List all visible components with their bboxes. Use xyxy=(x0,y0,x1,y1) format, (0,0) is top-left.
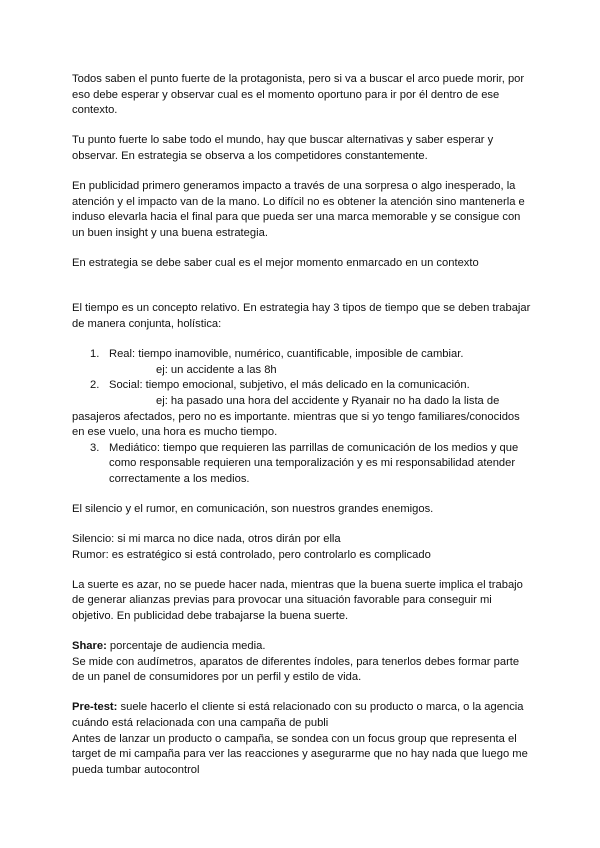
paragraph-silence-rumor-defs xyxy=(72,532,534,563)
paragraph-strong-point: Tu punto fuerte lo sabe todo el mundo, hay que buscar alternativas y saber esperar y observar. En estrategia se observa a los competidores constantemente. xyxy=(72,134,494,162)
list-item-example: ej: un accidente a las 8h xyxy=(156,363,277,376)
list-item-mediatic xyxy=(72,441,534,488)
list-item-example-continuation: pasajeros afectados, pero no es importante. mientras que si yo tengo familiares/conocidos en ese vuelo, una hora es mucho tiempo. xyxy=(72,410,520,439)
paragraph-advertising-impact: En publicidad primero generamos impacto a través de una sorpresa o algo inesperado, la atención y el impacto van de la mano. Lo difícil no es obtener la atención sino mantenerla e induso elevarla hacia el final para que pueda ser una marca memorable y se consigue con un buen insight y una buena estrategia. xyxy=(72,179,525,239)
paragraph-time-concept: El tiempo es un concepto relativo. En estrategia hay 3 tipos de tiempo que se deben trabajar de manera conjunta, holística: xyxy=(72,302,531,331)
list-item-example: ej: ha pasado una hora del accidente y Ryanair no ha dado la lista de xyxy=(156,394,500,407)
spacer xyxy=(72,271,534,301)
paragraph-best-moment: En estrategia se debe saber cual es el mejor momento enmarcado en un contexto xyxy=(72,256,479,269)
pretest-definition: suele hacerlo el cliente si está relacionado con su producto o marca, o la agencia cuándo está relacionada con una campaña de publi xyxy=(72,701,524,729)
paragraph-pretest xyxy=(72,700,534,778)
rumor-definition: Rumor: es estratégico si está controlado, pero controlarlo es complicado xyxy=(72,548,431,561)
list-item-social xyxy=(72,378,534,440)
list-item-text: Social: tiempo emocional, subjetivo, el más delicado en la comunicación. xyxy=(109,379,470,392)
share-definition: porcentaje de audiencia media. xyxy=(106,640,266,653)
document-page xyxy=(72,72,534,793)
list-item-real xyxy=(72,347,534,378)
silence-definition: Silencio: si mi marca no dice nada, otros dirán por ella xyxy=(72,533,341,546)
share-text: Se mide con audímetros, aparatos de diferentes índoles, para tenerlos debes formar parte de un panel de consumidores por un perfil y estilo de vida. xyxy=(72,655,520,684)
time-types-list xyxy=(72,347,534,487)
pretest-text: Antes de lanzar un producto o campaña, se sondea con un focus group que representa el target de mi campaña para ver las reacciones y asegurarme que no hay nada que luego me pueda tumbar autocontrol xyxy=(72,732,528,776)
list-item-text: Real: tiempo inamovible, numérico, cuantificable, imposible de cambiar. xyxy=(109,348,464,361)
paragraph-silence-rumor: El silencio y el rumor, en comunicación, son nuestros grandes enemigos. xyxy=(72,502,434,515)
paragraph-luck: La suerte es azar, no se puede hacer nada, mientras que la buena suerte implica el trabajo de generar alianzas previas para provocar una situación favorable para conseguir mi objetivo. En publicidad debe trabajarse la buena suerte. xyxy=(72,578,523,622)
share-label: Share: xyxy=(72,640,107,653)
paragraph-share xyxy=(72,639,534,686)
pretest-label: Pre-test: xyxy=(72,701,118,714)
list-item-text: Mediático: tiempo que requieren las parrillas de comunicación de los medios y que como responsable requieren una temporalización y es mi responsabilidad atender correctamente a los medios. xyxy=(109,441,519,485)
list-number: 2. xyxy=(90,379,100,392)
paragraph-protagonist: Todos saben el punto fuerte de la protagonista, pero si va a buscar el arco puede morir, por eso debe esperar y observar cual es el momento oportuno para ir por él dentro de ese contexto. xyxy=(72,73,525,117)
list-number: 3. xyxy=(90,441,100,454)
list-number: 1. xyxy=(90,348,100,361)
